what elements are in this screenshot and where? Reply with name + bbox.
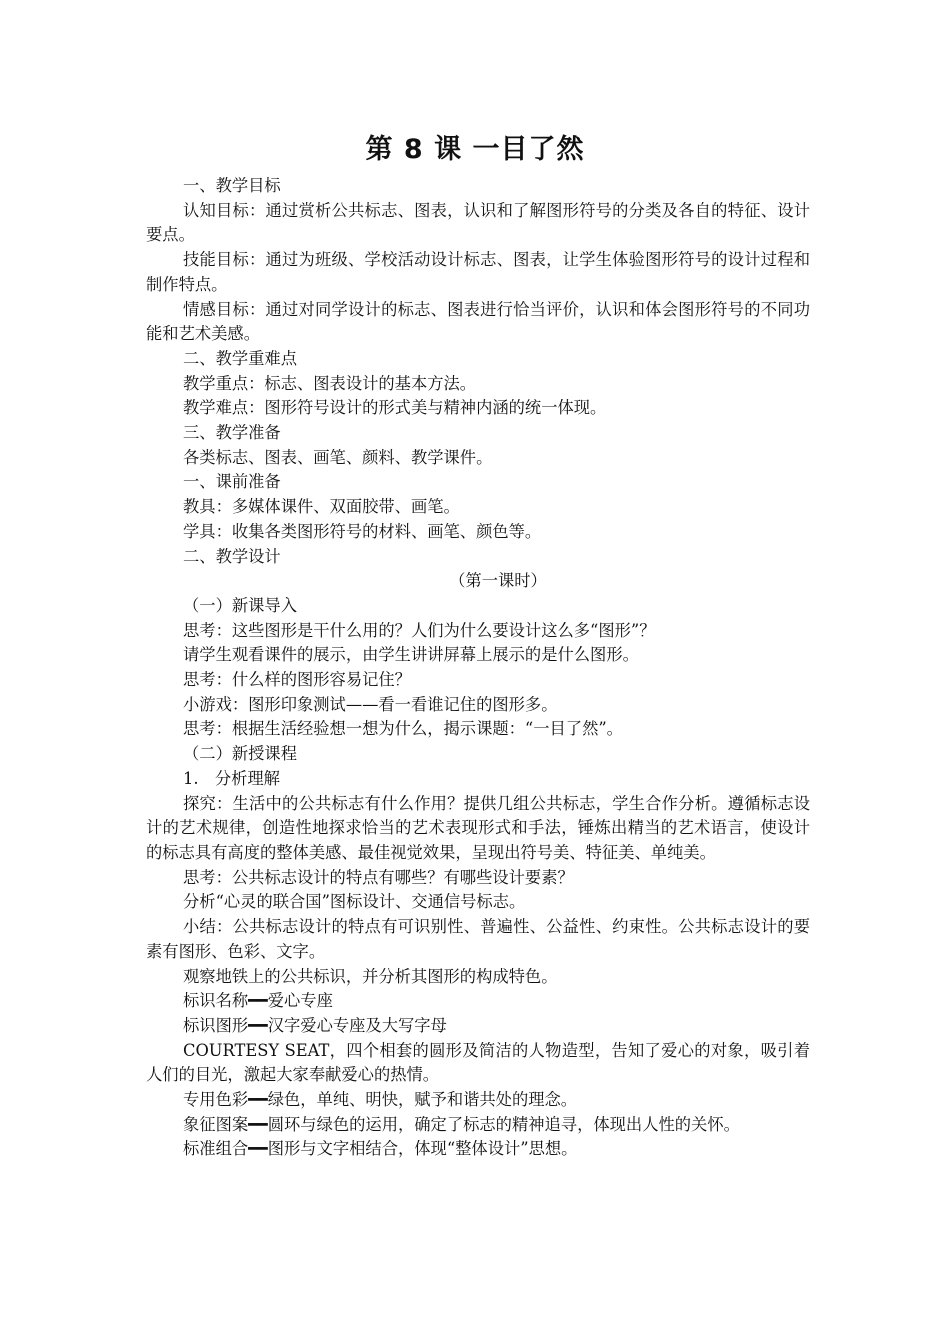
paragraph-explore: 探究：生活中的公共标志有什么作用？提供几组公共标志，学生合作分析。遵循标志设计的艺术规律，创造性地探求恰当的艺术表现形式和手法，锤炼出精当的艺术语言，使设计的标志具有高度的整体美感、最佳视觉效果，呈现出符号美、特征美、单纯美。 [146,793,810,862]
item-heading-analysis: 1. 分析理解 [183,768,280,788]
paragraph-think-3: 思考：根据生活经验想一想为什么，揭示课题：“一目了然”。 [183,719,623,739]
paragraph-think-2: 思考：什么样的图形容易记住？ [183,670,411,690]
paragraph-cognitive-goal: 认知目标：通过赏析公共标志、图表，认识和了解图形符号的分类及各自的特征、设计要点。 [146,200,810,245]
paragraph-observe: 观察地铁上的公共标识，并分析其图形的构成特色。 [183,966,558,986]
period-label: （第一课时） [449,571,547,591]
paragraph-symbol: 象征图案━━圆环与绿色的运用，确定了标志的精神追寻，体现出人性的关怀。 [183,1114,740,1134]
paragraph-think-4: 思考：公共标志设计的特点有哪些？有哪些设计要素？ [183,867,574,887]
paragraph-summary: 小结：公共标志设计的特点有可识别性、普遍性、公益性、约束性。公共标志设计的要素有图形、色彩、文字。 [146,917,810,961]
paragraph-courtesy-seat: COURTESY SEAT，四个相套的圆形及简洁的人物造型，告知了爱心的对象，吸引着人们的目光，激起大家奉献爱心的热情。 [146,1040,810,1085]
section-heading-teaching-design: 二、教学设计 [183,546,281,566]
subsection-heading-new-lesson: （二）新授课程 [183,744,297,764]
paragraph-skill-goal: 技能目标：通过为班级、学校活动设计标志、图表，让学生体验图形符号的设计过程和制作特点。 [146,250,810,294]
paragraph-student-tools: 学具：收集各类图形符号的材料、画笔、颜色等。 [183,521,542,541]
paragraph-sign-graphic: 标识图形━━汉字爱心专座及大写字母 [183,1015,447,1035]
paragraph-think-1: 思考：这些图形是干什么用的？人们为什么要设计这么多“图形”？ [183,620,656,640]
paragraph-emotional-goal: 情感目标：通过对同学设计的标志、图表进行恰当评价，认识和体会图形符号的不同功能和艺术美感。 [146,299,810,344]
paragraph-watch: 请学生观看课件的展示，由学生讲讲屏幕上展示的是什么图形。 [183,645,639,665]
document-body [146,174,810,1162]
paragraph-color: 专用色彩━━绿色，单纯、明快，赋予和谐共处的理念。 [183,1090,578,1110]
paragraph-key-point: 教学重点：标志、图表设计的基本方法。 [183,373,477,393]
section-heading-teaching-goals: 一、教学目标 [183,176,281,195]
paragraph-materials: 各类标志、图表、画笔、颜料、教学课件。 [183,447,493,467]
section-heading-key-points: 二、教学重难点 [183,348,297,368]
lesson-title: 第 8 课 一目了然 [365,134,585,165]
paragraph-sign-name: 标识名称━━爱心专座 [183,991,333,1011]
paragraph-teaching-aids: 教具：多媒体课件、双面胶带、画笔。 [183,497,460,517]
paragraph-game: 小游戏：图形印象测试——看一看谁记住的图形多。 [183,694,558,714]
subsection-heading-intro: （一）新课导入 [183,595,297,615]
section-heading-pre-class: 一、课前准备 [183,472,281,492]
paragraph-combination: 标准组合━━图形与文字相结合，体现“整体设计”思想。 [183,1139,578,1159]
paragraph-difficult-point: 教学难点：图形符号设计的形式美与精神内涵的统一体现。 [183,398,607,418]
section-heading-preparation: 三、教学准备 [183,423,281,443]
paragraph-analyze: 分析“心灵的联合国”图标设计、交通信号标志。 [183,892,526,912]
